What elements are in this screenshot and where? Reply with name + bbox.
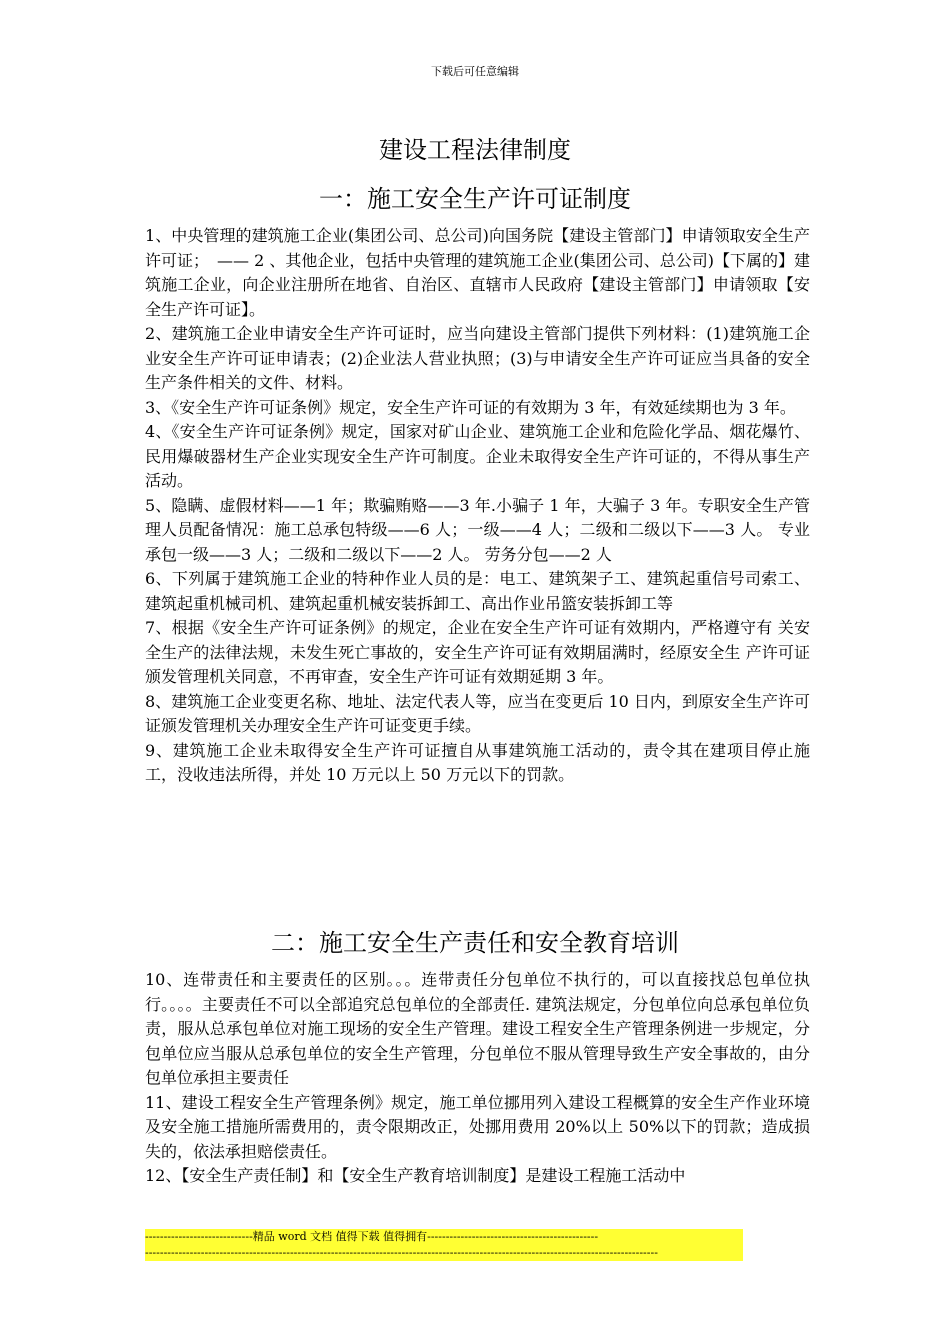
- paragraph-6: 6、下列属于建筑施工企业的特种作业人员的是：电工、建筑架子工、建筑起重信号司索工、建筑起重机械司机、建筑起重机械安装拆卸工、高出作业吊篮安装拆卸工等: [145, 569, 810, 613]
- footer-line-2: ------------------------------------------------------------------------------------------------------------------------------------------: [145, 1246, 658, 1259]
- paragraph-9: 9、建筑施工企业未取得安全生产许可证擅自从事建筑施工活动的，责令其在建项目停止施工，没收违法所得，并处 10 万元以上 50 万元以下的罚款。: [145, 740, 810, 784]
- paragraph-11: 11、建设工程安全生产管理条例》规定，施工单位挪用列入建设工程概算的安全生产作业环境及安全施工措施所需费用的，责令限期改正，处挪用费用 20%以上 50%以下的罚款；造成损失的，依法承担赔偿责任。: [145, 1092, 810, 1161]
- paragraph-1: 1、中央管理的建筑施工企业(集团公司、总公司)向国务院【建设主管部门】申请领取安全生产许可证； —— 2 、其他企业，包括中央管理的建筑施工企业(集团公司、总公司)【下属的】建筑施工企业，向企业注册所在地省、自治区、直辖市人民政府【建设主管部门】申请领取【安全生产许可证】。: [145, 226, 810, 319]
- paragraph-2: 2、建筑施工企业申请安全生产许可证时，应当向建设主管部门提供下列材料：(1)建筑施工企业安全生产许可证申请表；(2)企业法人营业执照；(3)与申请安全生产许可证应当具备的安全生产条件相关的文件、材料。: [145, 324, 810, 392]
- document-title: 建设工程法律制度: [379, 136, 571, 164]
- paragraph-10: 10、连带责任和主要责任的区别。。。连带责任分包单位不执行的，可以直接找总包单位执行。。。。主要责任不可以全部追究总包单位的全部责任. 建筑法规定，分包单位向总承包单位负责，服从总承包单位对施工现场的安全生产管理。建设工程安全生产管理条例进一步规定，分包单位应当服从总承包单位的安全生产管理，分包单位不服从管理导致生产安全事故的，由分包单位承担主要责任: [145, 970, 810, 1087]
- footer-banner: [145, 1229, 743, 1261]
- paragraph-7: 7、根据《安全生产许可证条例》的规定，企业在安全生产许可证有效期内，严格遵守有 关安全生产的法律法规，未发生死亡事故的，安全生产许可证有效期届满时，经原安全生 产许可证颁发管理机关同意，不再审查，安全生产许可证有效期延期 3 年。: [145, 618, 810, 686]
- footer-line-1: -----------------------------精品 word 文档 值得下载 值得拥有----------------------------------------------: [145, 1230, 599, 1243]
- section-1-body: [145, 224, 810, 788]
- section-2-body: [145, 968, 810, 1189]
- paragraph-4: 4、《安全生产许可证条例》规定，国家对矿山企业、建筑施工企业和危险化学品、烟花爆竹、民用爆破器材生产企业实现安全生产许可制度。企业未取得安全生产许可证的，不得从事生产活动。: [145, 422, 810, 490]
- page-header-note: 下载后可任意编辑: [431, 65, 519, 78]
- paragraph-8: 8、建筑施工企业变更名称、地址、法定代表人等，应当在变更后 10 日内，到原安全生产许可证颁发管理机关办理安全生产许可证变更手续。: [145, 691, 810, 735]
- section-heading-1: 一：施工安全生产许可证制度: [319, 185, 631, 213]
- paragraph-3: 3、《安全生产许可证条例》规定，安全生产许可证的有效期为 3 年，有效延续期也为 3 年。: [145, 397, 796, 417]
- paragraph-12: 12、【安全生产责任制】和【安全生产教育培训制度】是建设工程施工活动中: [145, 1166, 686, 1185]
- section-heading-2: 二：施工安全生产责任和安全教育培训: [271, 929, 679, 957]
- paragraph-5: 5、隐瞒、虚假材料——1 年；欺骗贿赂——3 年.小骗子 1 年，大骗子 3 年。专职安全生产管理人员配备情况：施工总承包特级——6 人；一级——4 人；二级和二级以下——3 人。 专业承包一级——3 人；二级和二级以下——2 人。 劳务分包——2 人: [145, 495, 810, 564]
